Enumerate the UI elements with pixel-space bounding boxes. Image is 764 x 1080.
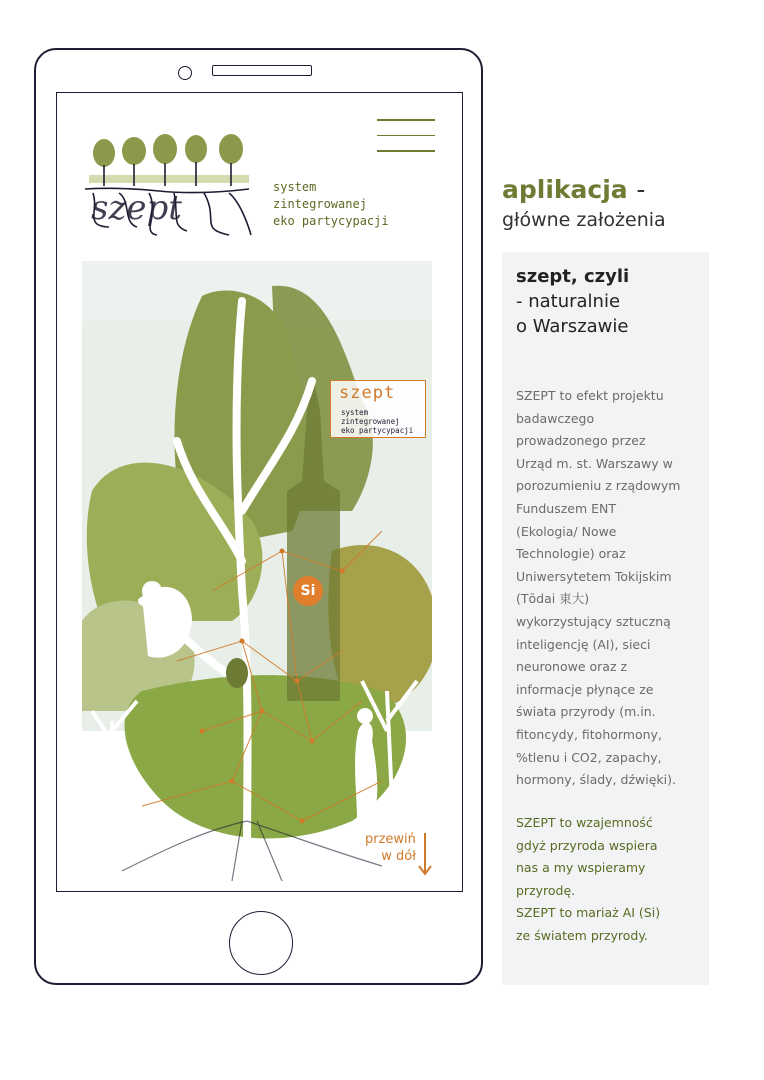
body-line: prowadzonego przez — [516, 433, 646, 449]
scroll-hint-line: przewiń — [365, 832, 416, 847]
highlight-line: przyrodę. — [516, 882, 576, 898]
badge-subtitle-line: eko partycypacji — [341, 426, 414, 435]
body-line: porozumieniu z rządowym — [516, 478, 681, 494]
body-line: hormony, ślady, dźwięki). — [516, 772, 676, 788]
heading-main: aplikacja — [502, 175, 628, 204]
body-line: badawczego — [516, 410, 595, 426]
badge-subtitle-line: system — [341, 408, 369, 417]
phone-mockup — [34, 48, 483, 985]
highlight-line: ze światem przyrody. — [516, 927, 648, 943]
body-line: informacje płynące ze — [516, 681, 654, 697]
scroll-down-hint[interactable] — [365, 831, 416, 865]
tagline-line: eko partycypacji — [273, 214, 389, 228]
body-line: (Tōdai 東大) — [516, 591, 590, 607]
camera-icon — [178, 66, 192, 80]
panel-title-line: - naturalnie — [516, 291, 621, 312]
panel-title-line: o Warszawie — [516, 316, 629, 337]
heading-dash: - — [636, 175, 646, 204]
body-line: inteligencję (AI), sieci — [516, 636, 651, 652]
arrow-down-icon[interactable] — [418, 831, 432, 877]
page-heading — [502, 175, 645, 204]
body-line: Technologie) oraz — [516, 546, 626, 562]
panel-body — [516, 385, 702, 792]
szept-badge — [330, 380, 426, 438]
highlight-line: SZEPT to mariaż AI (Si) — [516, 905, 661, 921]
logo-tagline — [273, 179, 389, 230]
si-badge: Si — [293, 576, 323, 606]
body-line: wykorzystujący sztuczną — [516, 613, 671, 629]
nature-illustration — [82, 261, 432, 881]
body-line: świata przyrody (m.in. — [516, 704, 656, 720]
app-screen — [56, 92, 463, 892]
speaker-slot — [212, 65, 312, 76]
szept-logo — [79, 131, 254, 241]
panel-title — [516, 264, 629, 339]
badge-title: szept — [339, 383, 396, 403]
body-line: %tlenu i CO2, zapachy, — [516, 749, 662, 765]
badge-subtitle — [341, 408, 413, 435]
highlight-line: SZEPT to wzajemność — [516, 815, 653, 830]
tagline-line: zintegrowanej — [273, 197, 367, 211]
body-line: neuronowe oraz z — [516, 659, 628, 675]
info-panel — [502, 252, 709, 985]
home-button[interactable] — [229, 911, 293, 975]
body-line: SZEPT to efekt projektu — [516, 388, 664, 403]
page-subheading: główne założenia — [502, 209, 666, 231]
hamburger-menu-icon[interactable] — [377, 119, 435, 166]
highlight-line: nas a my wspieramy — [516, 860, 646, 876]
body-line: Funduszem ENT — [516, 500, 617, 516]
scroll-hint-line: w dół — [381, 849, 416, 864]
svg-text:szept: szept — [91, 188, 182, 228]
tagline-line: system — [273, 180, 317, 194]
panel-title-bold: szept, czyli — [516, 266, 630, 287]
body-line: Uniwersytetem Tokijskim — [516, 568, 672, 584]
body-line: (Ekologia/ Nowe — [516, 523, 617, 539]
body-line: fitoncydy, fitohormony, — [516, 726, 662, 742]
highlight-line: gdyż przyroda wspiera — [516, 837, 658, 853]
panel-highlight — [516, 812, 702, 948]
badge-subtitle-line: zintegrowanej — [341, 417, 400, 426]
body-line: Urząd m. st. Warszawy w — [516, 455, 673, 471]
